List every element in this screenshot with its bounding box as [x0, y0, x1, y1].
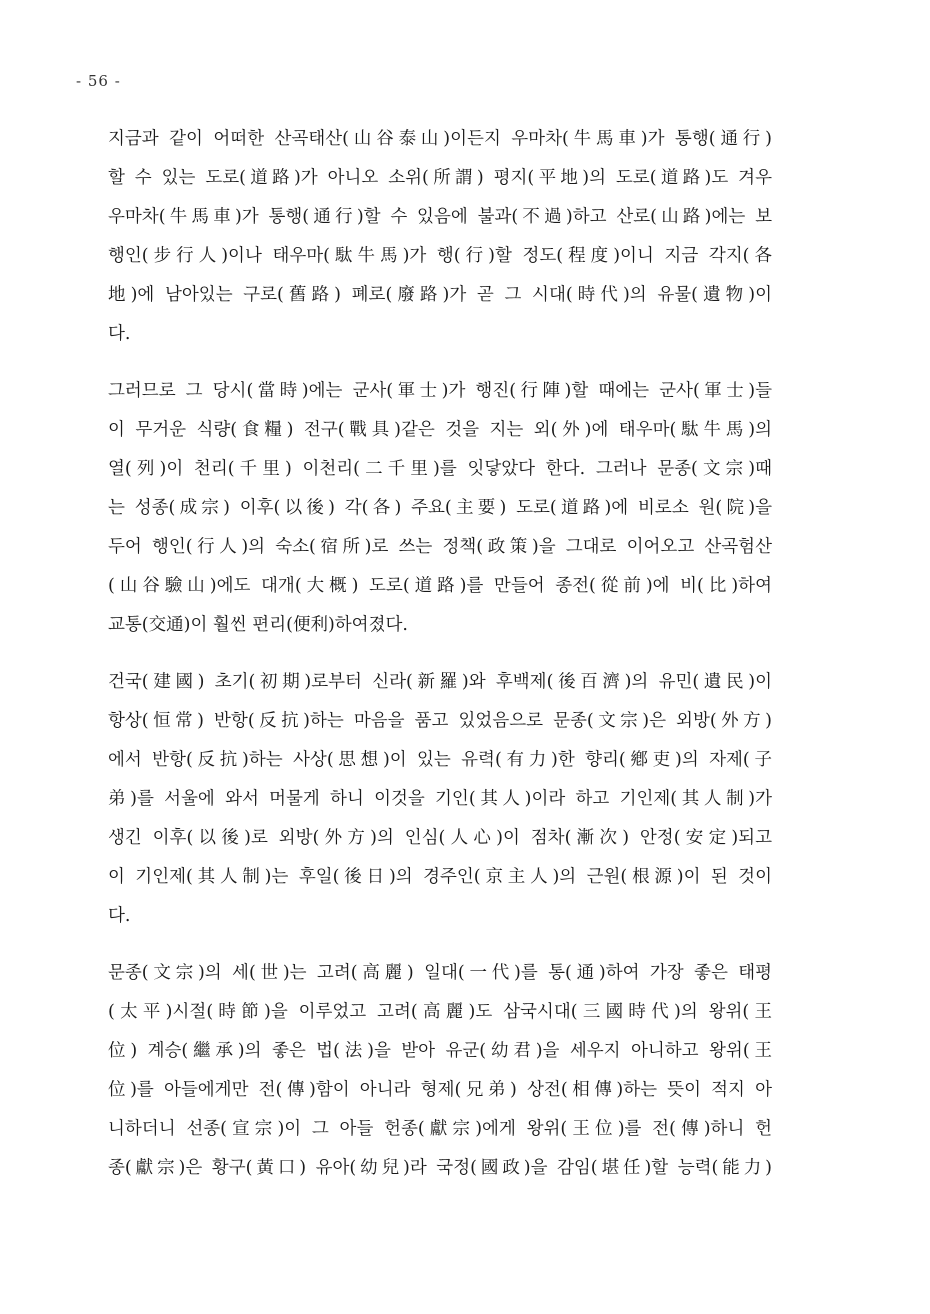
- body-text: [108, 120, 772, 1206]
- text-line: 생긴 이후(以後)로 외방(外方)의 인심(人心)이 점차(漸次) 안정(安定)되고: [108, 828, 772, 848]
- text-line: 다.: [108, 906, 131, 926]
- text-line: 할 수 있는 도로(道路)가 아니오 소위(所謂) 평지(平地)의 도로(道路)도 겨우: [108, 168, 772, 188]
- text-line: 에서 반항(反抗)하는 사상(思想)이 있는 유력(有力)한 향리(鄕吏)의 자제(子: [108, 750, 772, 770]
- text-line: 位)를 아들에게만 전(傳)함이 아니라 형제(兄弟) 상전(相傳)하는 뜻이 적지 아: [108, 1080, 772, 1100]
- text-line: 건국(建國) 초기(初期)로부터 신라(新羅)와 후백제(後百濟)의 유민(遺民)이: [108, 672, 772, 692]
- text-line: 弟)를 서울에 와서 머물게 하니 이것을 기인(其人)이라 하고 기인제(其人制)가: [108, 789, 772, 809]
- text-line: 는 성종(成宗) 이후(以後) 각(各) 주요(主要) 도로(道路)에 비로소 원(院)을: [108, 498, 772, 518]
- text-line: 지금과 같이 어떠한 산곡태산(山谷泰山)이든지 우마차(牛馬車)가 통행(通行): [108, 129, 772, 149]
- paragraph-4: [108, 954, 772, 1188]
- text-line: 행인(步行人)이나 태우마(駄牛馬)가 행(行)할 정도(程度)이니 지금 각지(各: [108, 246, 772, 266]
- text-line: 다.: [108, 324, 131, 344]
- paragraph-1: [108, 120, 772, 354]
- paragraph-2: [108, 372, 772, 645]
- text-line: 종(獻宗)은 황구(黃口) 유아(幼兒)라 국정(國政)을 감임(堪任)할 능력(能力): [108, 1158, 772, 1178]
- paragraph-3: [108, 663, 772, 936]
- text-line: 位) 계승(繼承)의 좋은 법(法)을 받아 유군(幼君)을 세우지 아니하고 왕위(王: [108, 1041, 772, 1061]
- text-line: 니하더니 선종(宣宗)이 그 아들 헌종(獻宗)에게 왕위(王位)를 전(傳)하니 헌: [108, 1119, 772, 1139]
- text-line: 地)에 남아있는 구로(舊路) 폐로(廢路)가 곧 그 시대(時代)의 유물(遺物)이: [108, 285, 772, 305]
- text-line: 문종(文宗)의 세(世)는 고려(高麗) 일대(一代)를 통(通)하여 가장 좋은 태평: [108, 963, 772, 983]
- text-line: (太平)시절(時節)을 이루었고 고려(高麗)도 삼국시대(三國時代)의 왕위(王: [108, 1002, 772, 1022]
- text-line: 항상(恒常) 반항(反抗)하는 마음을 품고 있었음으로 문종(文宗)은 외방(外方): [108, 711, 772, 731]
- text-line: 교통(交通)이 훨씬 편리(便利)하여졌다.: [108, 615, 408, 635]
- text-line: 이 무거운 식량(食糧) 전구(戰具)같은 것을 지는 외(外)에 태우마(駄牛馬)의: [108, 420, 772, 440]
- text-line: (山谷驗山)에도 대개(大概) 도로(道路)를 만들어 종전(從前)에 비(比)하여: [108, 576, 772, 596]
- text-line: 열(列)이 천리(千里) 이천리(二千里)를 잇닿았다 한다. 그러나 문종(文宗)때: [108, 459, 772, 479]
- text-line: 우마차(牛馬車)가 통행(通行)할 수 있음에 불과(不過)하고 산로(山路)에는 보: [108, 207, 772, 227]
- text-line: 두어 행인(行人)의 숙소(宿所)로 쓰는 정책(政策)을 그대로 이어오고 산곡험산: [108, 537, 772, 557]
- page-number: - 56 -: [76, 72, 121, 90]
- text-line: 그러므로 그 당시(當時)에는 군사(軍士)가 행진(行陣)할 때에는 군사(軍士)들: [108, 381, 772, 401]
- text-line: 이 기인제(其人制)는 후일(後日)의 경주인(京主人)의 근원(根源)이 된 것이: [108, 867, 772, 887]
